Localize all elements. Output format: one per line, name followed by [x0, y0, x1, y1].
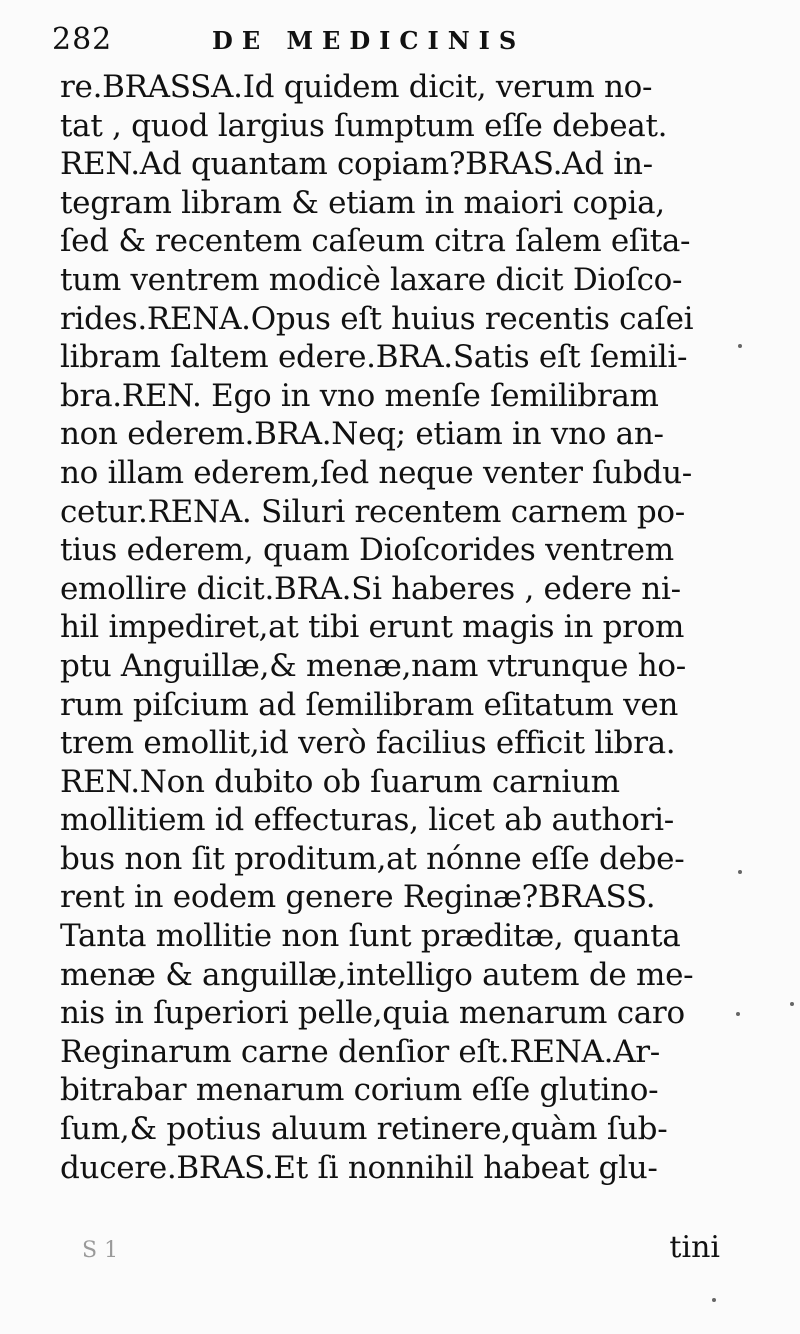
text-line: non ederem.BRA.Neq; etiam in vno an-: [60, 416, 664, 453]
text-line: re.BRASSA.Id quidem dicit, verum no-: [60, 69, 653, 105]
text-line: emollire dicit.BRA.Si haberes , edere ni-: [60, 570, 681, 607]
text-line: bitrabar menarum corium eſſe glutino-: [60, 1072, 659, 1109]
text-line: tegram libram & etiam in maiori copia,: [60, 184, 665, 221]
text-line: rides.RENA.Opus eſt huius recentis caſei: [60, 300, 694, 337]
ink-speck: [712, 1298, 716, 1302]
text-line: rent in eodem genere Reginæ?BRASS.: [60, 879, 656, 916]
text-line: libram ſaltem edere.BRA.Satis eſt ſemili-: [60, 339, 688, 376]
page-number: 282: [52, 22, 113, 57]
text-line: bus non ſit proditum,at nónne eſſe debe-: [60, 840, 685, 877]
text-line: trem emollit,id verò facilius efficit libra.: [60, 725, 676, 762]
text-line: REN.Non dubito ob ſuarum carnium: [60, 763, 620, 800]
text-line: ducere.BRAS.Et ſi nonnihil habeat glu-: [60, 1149, 658, 1186]
text-line: Tanta mollitie non ſunt præditæ, quanta: [60, 918, 681, 955]
text-line: rum piſcium ad ſemilibram eſitatum ven: [60, 686, 679, 723]
text-line: mollitiem id effecturas, licet ab authori-: [60, 802, 674, 839]
text-line: tat , quod largius ſumptum eſſe debeat.: [60, 107, 668, 144]
text-line: cetur.RENA. Siluri recentem carnem po-: [60, 493, 685, 530]
ink-speck: [738, 870, 742, 874]
text-line: ſum,& potius aluum retinere,quàm ſub-: [60, 1111, 668, 1148]
ink-speck: [790, 1002, 794, 1006]
text-line: no illam ederem,ſed neque venter ſubdu-: [60, 454, 692, 491]
catchword: tini: [669, 1230, 720, 1265]
running-title: DE MEDICINIS: [212, 26, 526, 55]
text-line: tum ventrem modicè laxare dicit Dioſco-: [60, 261, 683, 298]
text-line: bra.REN. Ego in vno menſe ſemilibram: [60, 377, 659, 414]
text-line: nis in ſuperiori pelle,quia menarum caro: [60, 995, 685, 1032]
text-line: ſed & recentem caſeum citra ſalem eſita-: [60, 223, 691, 260]
text-line: REN.Ad quantam copiam?BRAS.Ad in-: [60, 146, 653, 183]
ink-speck: [736, 1012, 740, 1016]
page-footer: [60, 1230, 720, 1280]
text-line: tius ederem, quam Dioſcorides ventrem: [60, 532, 674, 569]
text-line: Reginarum carne denſior eſt.RENA.Ar-: [60, 1033, 660, 1070]
text-line: menæ & anguillæ,intelligo autem de me-: [60, 956, 694, 993]
signature-mark: S 1: [82, 1238, 119, 1263]
page-header: [52, 22, 752, 66]
text-line: hil impediret,at tibi erunt magis in prom: [60, 609, 685, 646]
text-line: ptu Anguillæ,& menæ,nam vtrunque ho-: [60, 647, 686, 684]
body-text: [60, 68, 750, 1187]
ink-speck: [738, 344, 742, 348]
